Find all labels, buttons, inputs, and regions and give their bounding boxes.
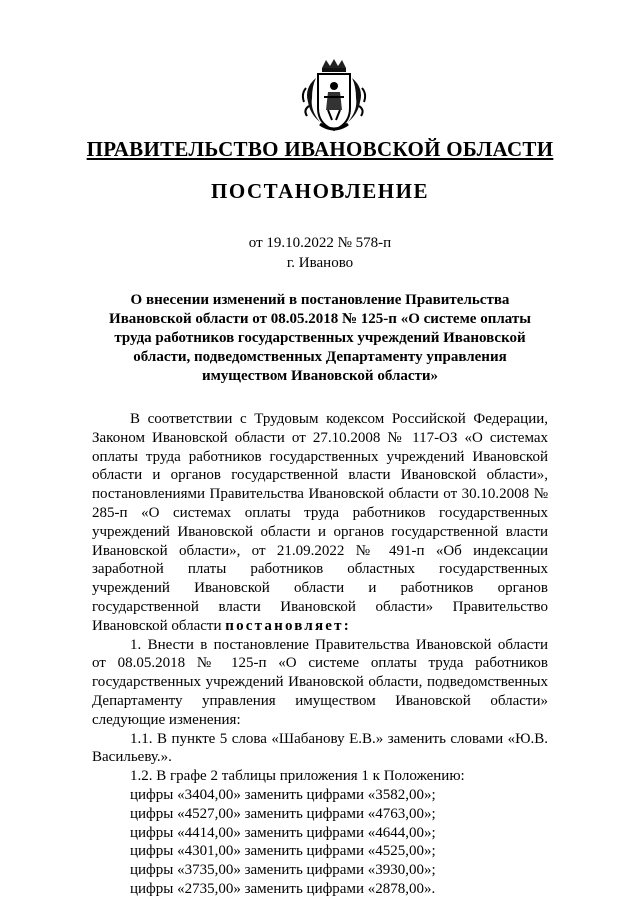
replacement-line: цифры «4414,00» заменить цифрами «4644,00»; xyxy=(130,824,436,841)
document-date-number: от 19.10.2022 № 578-п xyxy=(248,235,392,251)
item-1: 1. Внести в постановление Правительства Ивановской области от 08.05.2018 № 125-п «О системе оплаты труда работников государственных учреждений Ивановской области, подведомственных Департаменту управления имуществом Ивановской области» следующие изменения: xyxy=(92,636,548,728)
government-title: ПРАВИТЕЛЬСТВО ИВАНОВСКОЙ ОБЛАСТИ xyxy=(86,137,554,161)
replacement-line: цифры «3735,00» заменить цифрами «3930,00»; xyxy=(130,862,436,879)
replacement-line: цифры «2735,00» заменить цифрами «2878,00». xyxy=(130,880,436,897)
replacement-line: цифры «4301,00» заменить цифрами «4525,00»; xyxy=(130,843,436,860)
document-body xyxy=(92,410,548,899)
document-subject: О внесении изменений в постановление Правительства Ивановской области от 08.05.2018 № 125-п «О системе оплаты труда работников государственных учреждений Ивановской области, подведомственных Департаменту управления имуществом Ивановской области» xyxy=(109,292,531,384)
item-1-1: 1.1. В пункте 5 слова «Шабанову Е.В.» заменить словами «Ю.В. Васильеву.». xyxy=(92,730,548,766)
document-type: ПОСТАНОВЛЕНИЕ xyxy=(211,179,429,203)
replacement-line: цифры «3404,00» заменить цифрами «3582,00»; xyxy=(130,786,436,803)
resolves-word: постановляет: xyxy=(225,617,351,634)
coat-of-arms-icon xyxy=(300,58,368,134)
item-1-2: 1.2. В графе 2 таблицы приложения 1 к Положению: xyxy=(130,768,465,785)
replacement-line: цифры «4527,00» заменить цифрами «4763,00»; xyxy=(130,805,436,822)
preamble-paragraph xyxy=(92,410,548,636)
document-city: г. Иваново xyxy=(286,255,354,271)
preamble-text: В соответствии с Трудовым кодексом Российской Федерации, Законом Ивановской области от 27.10.2008 № 117-ОЗ «О системах оплаты труда работников государственных учреждений Ивановской области и органов государственной власти Ивановской области», постановлениями Правительства Ивановской области от 30.10.2008 № 285-п «О системах оплаты труда работников государственных учреждений Ивановской области и органов государственной власти Ивановской области», от 21.09.2022 № 491-п «Об индексации заработной платы работников областных государственных учреждений Ивановской области и работников органов государственной власти Ивановской области» Правительство Ивановской области xyxy=(92,411,548,634)
